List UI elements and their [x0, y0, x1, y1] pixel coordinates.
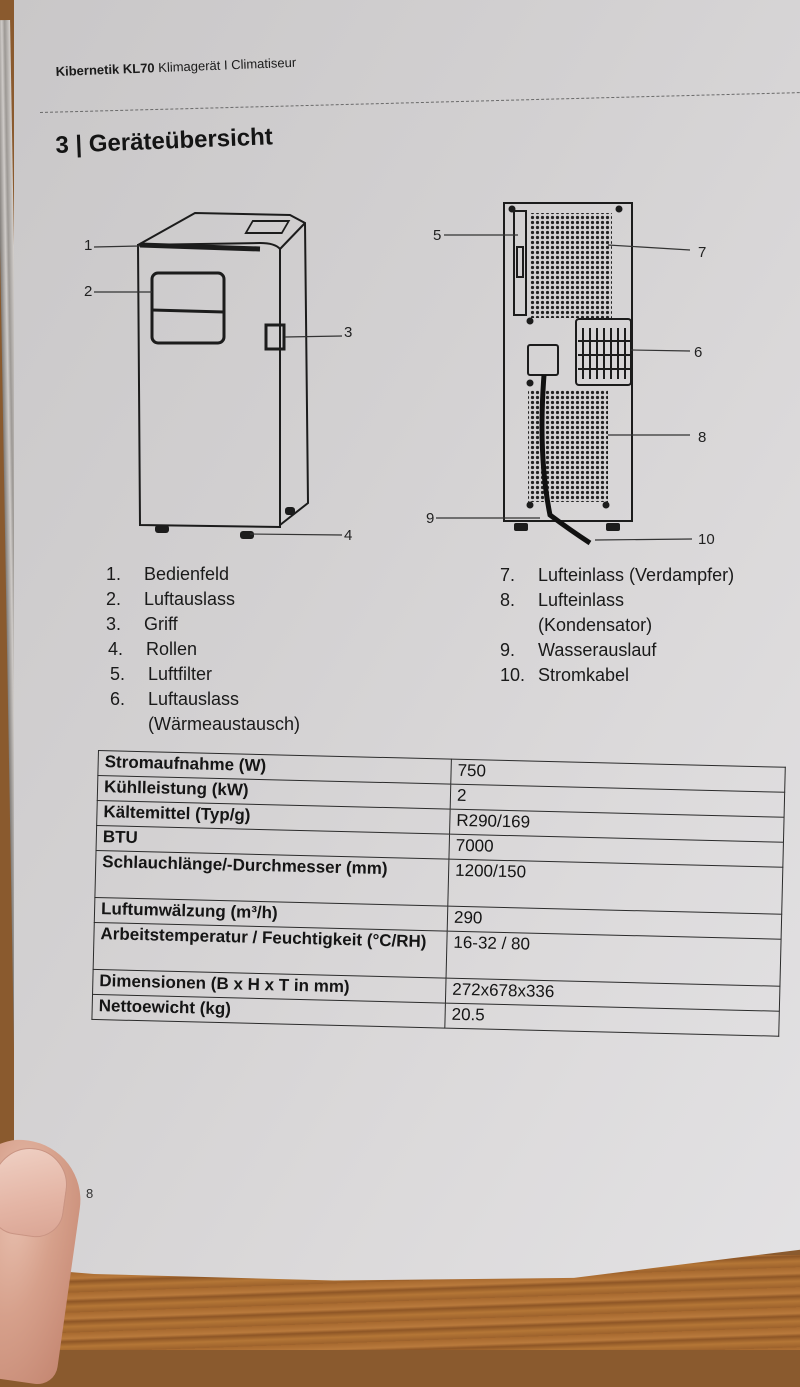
spec-key: Kühlleistung (kW): [97, 776, 451, 810]
spec-value: R290/169: [450, 809, 785, 842]
spec-value: 16-32 / 80: [446, 931, 781, 986]
part-item: 9. Wasserauslauf: [500, 640, 657, 660]
callout-5: 5: [433, 227, 442, 244]
spec-key: Arbeitstemperatur / Feuchtigkeit (°C/RH): [93, 922, 447, 978]
spec-key: Stromaufnahme (W): [98, 751, 452, 785]
spec-value: 290: [447, 906, 782, 939]
part-item: 8. Lufteinlass: [500, 590, 625, 610]
parts-list-left: [106, 562, 300, 737]
part-item: 3. Griff: [106, 614, 178, 634]
part-item: 10. Stromkabel: [500, 665, 630, 685]
callout-2: 2: [84, 283, 93, 300]
spec-key: Kältemittel (Typ/g): [97, 800, 451, 834]
header-subtitle: Klimagerät I Climatiseur: [157, 54, 297, 76]
section-title: 3 | Geräteübersicht: [54, 123, 274, 160]
part-item: 1. Bedienfeld: [106, 564, 230, 584]
part-item: 6. Luftauslass: [110, 689, 240, 709]
callout-4: 4: [344, 527, 353, 544]
part-item: 4. Rollen: [108, 639, 198, 659]
header-brand: Kibernetik KL70: [55, 60, 155, 79]
specifications-table: [91, 750, 785, 1037]
page-number: 8: [86, 1186, 94, 1201]
part-item-continuation: (Wärmeaustausch): [148, 714, 301, 734]
part-item: 7. Lufteinlass (Verdampfer): [500, 565, 735, 585]
spec-key: Dimensionen (B x H x T in mm): [93, 969, 447, 1003]
part-item: 5. Luftfilter: [110, 664, 213, 684]
spec-value: 750: [451, 759, 786, 792]
back-view-diagram: [420, 195, 740, 555]
parts-list-right: [500, 563, 734, 688]
callout-10: 10: [698, 531, 715, 548]
callout-1: 1: [84, 237, 93, 254]
spec-value: 272x678x336: [445, 978, 780, 1011]
spec-value: 1200/150: [448, 859, 783, 914]
callout-3: 3: [344, 324, 353, 341]
spec-key: Schlauchlänge/-Durchmesser (mm): [95, 850, 449, 906]
part-item: 2. Luftauslass: [106, 589, 236, 609]
callout-9: 9: [426, 510, 435, 527]
spec-key: BTU: [96, 825, 450, 859]
spec-key: Nettoewicht (kg): [92, 994, 446, 1028]
callout-6: 6: [694, 344, 703, 361]
spec-value: 7000: [449, 834, 784, 867]
spec-value: 20.5: [445, 1003, 780, 1036]
spec-value: 2: [450, 784, 785, 817]
part-item-continuation: (Kondensator): [538, 615, 653, 635]
front-view-diagram: [80, 205, 370, 550]
spec-key: Luftumwälzung (m³/h): [94, 897, 448, 931]
callout-7: 7: [698, 244, 707, 261]
callout-8: 8: [698, 429, 707, 446]
